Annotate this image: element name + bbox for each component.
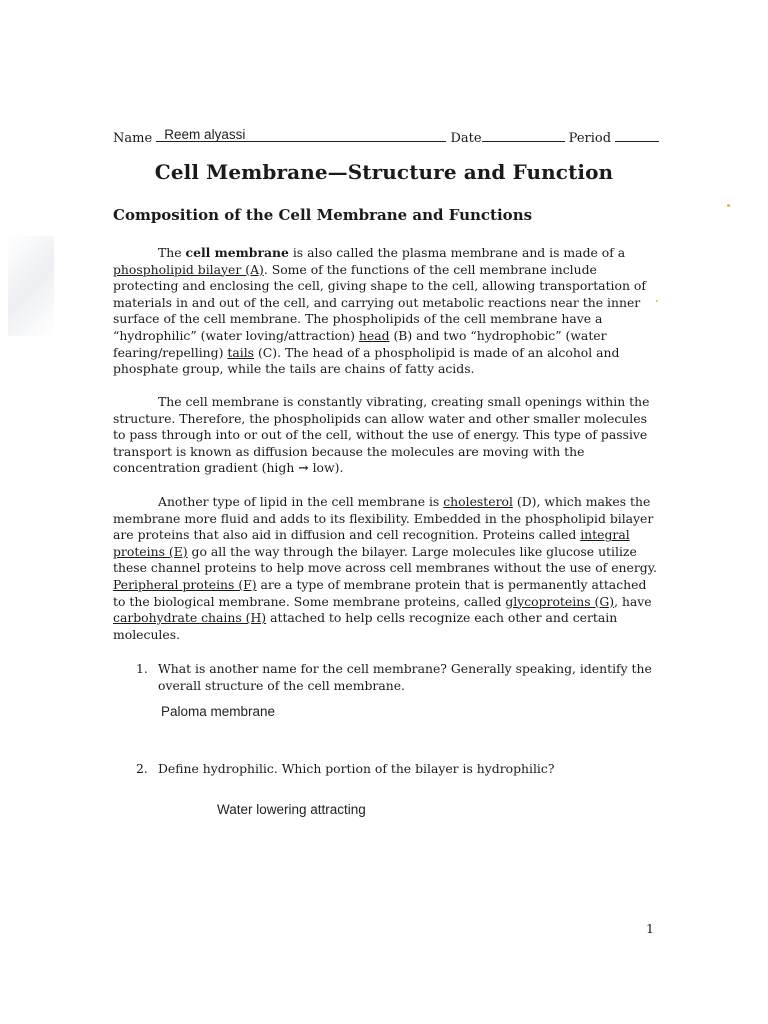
underlined-term: head	[358, 327, 390, 343]
name-field[interactable]	[156, 128, 446, 142]
question-1	[136, 661, 656, 697]
name-label: Name	[113, 131, 153, 146]
arrow-icon: →	[298, 460, 309, 476]
question-text: What is another name for the cell membrane? Generally speaking, identify the overall structure of the cell membrane.	[158, 661, 652, 693]
underlined-term: tails	[227, 344, 255, 360]
question-number: 1.	[136, 661, 148, 676]
page-number: 1	[646, 921, 654, 936]
period-label: Period	[568, 131, 612, 146]
student-info-line	[113, 128, 658, 148]
section-heading: Composition of the Cell Membrane and Functions	[113, 206, 533, 224]
name-value: Reem alyassi	[164, 127, 246, 142]
paragraph-cholesterol-proteins: Another type of lipid in the cell membrane is cholesterol (D), which makes the membrane more fluid and adds to its flexibility. Embedded in the phospholipid bilayer are proteins that also aid in diffusion and cell recognition. Proteins called integral proteins (E) go all the way through the bilayer. Large molecules like glucose utilize these channel proteins to help move across cell membranes without the use of energy. Peripheral proteins (F) are a type of membrane protein that is permanently attached to the biological membrane. Some membrane proteins, called glycoproteins (G), have carbohydrate chains (H) attached to help cells recognize each other and certain molecules.	[113, 494, 657, 642]
answer-2[interactable]: Water lowering attracting	[217, 802, 366, 817]
scan-shadow	[8, 236, 54, 336]
date-label: Date	[450, 131, 482, 146]
date-field[interactable]	[482, 128, 565, 142]
underlined-term: Peripheral proteins (F)	[113, 576, 257, 592]
scan-speck	[727, 204, 730, 207]
period-field[interactable]	[615, 128, 659, 142]
question-number: 2.	[136, 761, 148, 776]
underlined-term: phospholipid bilayer (A)	[113, 261, 264, 277]
question-text: Define hydrophilic. Which portion of the bilayer is hydrophilic?	[158, 761, 555, 776]
underlined-term: glycoproteins (G)	[505, 593, 615, 609]
question-2	[136, 761, 656, 779]
underlined-term: cholesterol	[443, 494, 513, 509]
bold-term: cell membrane	[185, 245, 289, 260]
answer-1[interactable]: Paloma membrane	[161, 704, 276, 719]
paragraph-composition: The cell membrane is also called the plasma membrane and is made of a phospholipid bilayer (A). Some of the functions of the cell membrane include protecting and enclosing the cell, giving shape to the cell, allowing transportation of materials in and out of the cell, and carrying out metabolic reactions near the inner surface of the cell membrane. The phospholipids of the cell membrane have a “hydrophilic” (water loving/attraction) head (B) and two “hydrophobic” (water fearing/repelling) tails (C). The head of a phospholipid is made of an alcohol and phosphate group, while the tails are chains of fatty acids.	[113, 245, 646, 377]
page-title: Cell Membrane—Structure and Function	[154, 160, 614, 184]
underlined-term: carbohydrate chains (H)	[113, 610, 267, 626]
underlined-term: integral proteins (E)	[113, 527, 630, 559]
paragraph-diffusion: The cell membrane is constantly vibrating, creating small openings within the structure. Therefore, the phospholipids can allow water and other smaller molecules to pass through into or out of the cell, without the use of energy. This type of passive transport is known as diffusion because the molecules are moving with the concentration gradient (high → low).	[113, 394, 650, 476]
